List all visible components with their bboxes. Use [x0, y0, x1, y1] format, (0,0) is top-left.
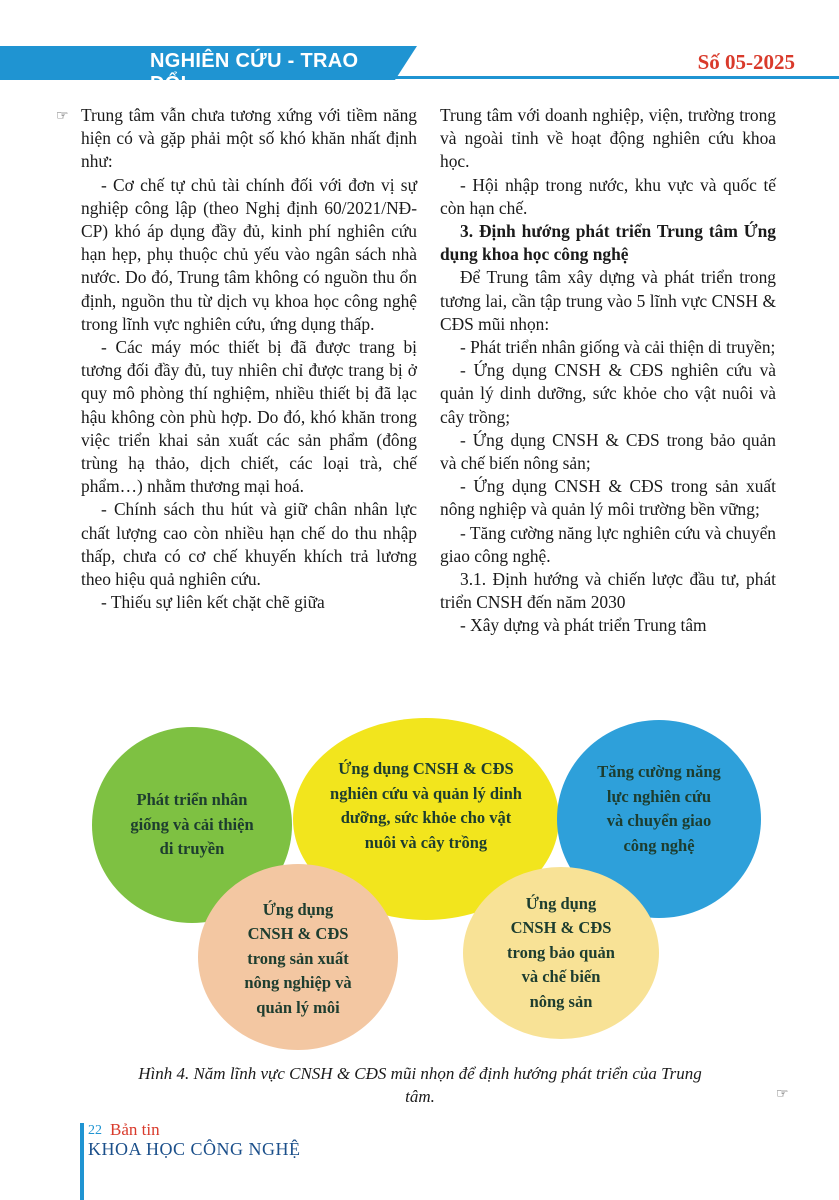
circle-label: Tăng cường năng lực nghiên cứu và chuyển giao công nghệ	[597, 762, 721, 855]
circle-production-environment	[198, 864, 398, 1050]
pointing-hand-icon: ☞	[776, 1086, 789, 1102]
paragraph: - Hội nhập trong nước, khu vực và quốc tế còn hạn chế.	[440, 174, 776, 218]
header-rule	[395, 76, 839, 79]
list-item: - Ứng dụng CNSH & CĐS trong sản xuất nông nghiệp và quản lý môi trường bền vững;	[440, 476, 776, 520]
paragraph: 3.1. Định hướng và chiến lược đầu tư, phát triển CNSH đến năm 2030	[440, 569, 776, 613]
left-column	[81, 104, 417, 614]
paragraph: - Thiếu sự liên kết chặt chẽ giữa	[101, 592, 325, 613]
list-item: - Ứng dụng CNSH & CĐS trong bảo quản và chế biến nông sản;	[440, 429, 776, 474]
paragraph: Trung tâm vẫn chưa tương xứng với tiềm năng hiện có và gặp phải một số khó khăn nhất định như:	[81, 105, 417, 172]
section-title: NGHIÊN CỨU - TRAO ĐỔI	[150, 50, 359, 95]
paragraph: - Các máy móc thiết bị đã được trang bị tương đối đầy đủ, tuy nhiên chỉ được trang bị ở quy mô phòng thí nghiệm, nhiều thiết bị đã lạc hậu không còn phù hợp. Do đó, khó khăn trong việc triển khai sản xuất các sản phẩm (đông trùng hạ thảo, dịch chiết, các loại trà, chế phẩm…) nhằm thương mại hoá.	[81, 337, 417, 497]
paragraph: - Xây dựng và phát triển Trung tâm	[460, 615, 707, 636]
paragraph: Trung tâm với doanh nghiệp, viện, trường trong và ngoài tỉnh về hoạt động nghiên cứu khoa học.	[440, 105, 776, 172]
header-bar	[0, 46, 839, 95]
page-number: 22	[88, 1123, 102, 1138]
circle-label: Ứng dụng CNSH & CĐS trong bảo quản và chế biến nông sản	[507, 893, 615, 1011]
issue-number: Số 05-2025	[697, 50, 795, 74]
pointing-hand-icon: ☞	[56, 108, 69, 124]
header-banner	[0, 46, 395, 95]
paragraph: Để Trung tâm xây dựng và phát triển trong tương lai, cần tập trung vào 5 lĩnh vực CNSH & CĐS mũi nhọn:	[440, 267, 776, 334]
paragraph: - Cơ chế tự chủ tài chính đối với đơn vị sự nghiệp công lập (theo Nghị định 60/2021/NĐ-CP) khó áp dụng đầy đủ, kinh phí nghiên cứu hạn hẹp, phụ thuộc chủ yếu vào ngân sách nhà nước. Do đó, Trung tâm không có nguồn thu ổn định, nguồn thu từ dịch vụ khoa học công nghệ trong lĩnh vực nghiên cứu, ứng dụng thấp.	[81, 174, 417, 334]
bulletin-label: Bản tin	[110, 1120, 160, 1139]
list-item: - Ứng dụng CNSH & CĐS nghiên cứu và quản lý dinh dưỡng, sức khỏe cho vật nuôi và cây trồng;	[440, 360, 776, 427]
section-heading: 3. Định hướng phát triển Trung tâm Ứng dụng khoa học công nghệ	[440, 221, 776, 265]
list-item: - Tăng cường năng lực nghiên cứu và chuyển giao công nghệ.	[440, 522, 776, 566]
circle-label: Ứng dụng CNSH & CĐS nghiên cứu và quản lý dinh dưỡng, sức khỏe cho vật nuôi và cây trồng	[330, 759, 522, 852]
paragraph: - Chính sách thu hút và giữ chân nhân lực chất lượng cao còn nhiều hạn chế do thu nhập thấp, chưa có cơ chế khuyến khích trả lương theo hiệu quả nghiên cứu.	[81, 499, 417, 590]
circle-label: Phát triển nhân giống và cải thiện di truyền	[130, 790, 254, 859]
figure-caption: Hình 4. Năm lĩnh vực CNSH & CĐS mũi nhọn để định hướng phát triển của Trung tâm.	[138, 1064, 702, 1106]
circle-label: Ứng dụng CNSH & CĐS trong sản xuất nông nghiệp và quản lý môi	[244, 899, 352, 1017]
right-column	[440, 104, 776, 638]
circle-preservation-processing	[463, 867, 659, 1039]
footer-accent-bar	[80, 1123, 84, 1200]
magazine-name: KHOA HỌC CÔNG NGHỆ	[88, 1139, 301, 1159]
list-item: - Phát triển nhân giống và cải thiện di truyền;	[460, 337, 776, 358]
